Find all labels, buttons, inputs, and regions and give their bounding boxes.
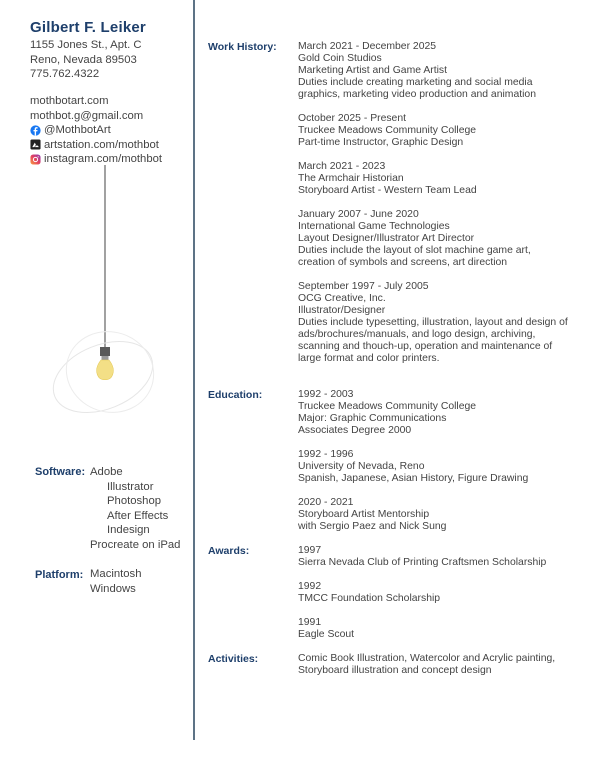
text-line: Procreate on iPad (90, 538, 181, 551)
text-line: ads/brochures/manuals, and logo design, archiving, (298, 329, 536, 340)
text-line: 1992 - 2003 (298, 389, 354, 400)
text-line: TMCC Foundation Scholarship (298, 593, 441, 604)
text-line: The Armchair Historian (298, 173, 404, 184)
work-history-section (298, 41, 568, 365)
lightbulb-illustration (0, 0, 194, 460)
platform-label: Platform: (35, 569, 84, 581)
text-line: @MothbotArt (44, 124, 111, 136)
award-entry (298, 545, 546, 569)
text-line: Truckee Meadows Community College (298, 401, 477, 412)
text-line: instagram.com/mothbot (44, 153, 163, 165)
text-line: March 2021 - December 2025 (298, 41, 437, 52)
text-line: Spanish, Japanese, Asian History, Figure Drawing (298, 473, 529, 484)
text-line: large format and color printers. (298, 353, 440, 364)
text-line: International Game Technologies (298, 221, 450, 232)
awards-label: Awards: (208, 545, 250, 557)
work-entry (298, 209, 568, 269)
text-line: Duties include typesetting, illustration, layout and design of (298, 317, 568, 328)
work-history-label: Work History: (208, 41, 277, 53)
software-label: Software: (35, 466, 86, 478)
text-line: University of Nevada, Reno (298, 461, 425, 472)
phone-number: 775.762.4322 (30, 68, 100, 80)
award-entry (298, 581, 546, 605)
text-line: mothbotart.com (30, 95, 109, 107)
text-line: March 2021 - 2023 (298, 161, 386, 172)
text-line: 1991 (298, 617, 322, 628)
text-line: mothbot.g@gmail.com (30, 109, 144, 122)
text-line: Duties include the layout of slot machine game art, (298, 245, 531, 256)
bulb-base-icon (102, 356, 109, 360)
text-line: September 1997 - July 2005 (298, 281, 429, 292)
text-line: Storyboard illustration and concept design (298, 665, 492, 676)
text-line: Marketing Artist and Game Artist (298, 65, 447, 76)
text-line: Gold Coin Studios (298, 53, 382, 64)
text-line: creation of symbols and screens, art direction (298, 257, 508, 268)
text-line: with Sergio Paez and Nick Sung (298, 521, 447, 532)
text-line: Indesign (107, 524, 150, 536)
text-line: Layout Designer/Illustrator Art Director (298, 233, 475, 244)
platform-list (90, 567, 142, 596)
software-list (90, 465, 180, 552)
text-line: scanning and thouch-up, operation and maintenance of (298, 341, 553, 352)
text-line: Part-time Instructor, Graphic Design (298, 137, 464, 148)
bulb-icon (97, 360, 114, 380)
text-line: Sierra Nevada Club of Printing Craftsmen Scholarship (298, 557, 547, 568)
work-entry (298, 41, 568, 101)
education-label: Education: (208, 389, 263, 401)
text-line: Storyboard Artist Mentorship (298, 509, 430, 520)
text-line: 1997 (298, 545, 322, 556)
work-entry (298, 113, 568, 149)
work-entry (298, 161, 568, 197)
education-entry (298, 389, 528, 437)
text-line: October 2025 - Present (298, 113, 407, 124)
text-line: Windows (90, 582, 136, 595)
text-line: Photoshop (107, 495, 162, 507)
text-line: 1992 - 1996 (298, 449, 354, 460)
text-line: Adobe (90, 466, 123, 478)
text-line: Comic Book Illustration, Watercolor and Acrylic painting, (298, 653, 556, 664)
activities-label: Activities: (208, 653, 259, 665)
text-line: graphics, marketing video production and animation (298, 89, 536, 100)
city-state-zip: Reno, Nevada 89503 (30, 53, 137, 66)
work-entry (298, 281, 568, 365)
text-line: Illustrator (107, 480, 154, 493)
applicant-name: Gilbert F. Leiker (30, 19, 146, 36)
text-line: Storyboard Artist - Western Team Lead (298, 185, 477, 196)
text-line: Truckee Meadows Community College (298, 125, 477, 136)
education-entry (298, 497, 528, 533)
text-line: Major: Graphic Communications (298, 413, 447, 424)
text-line: 1992 (298, 581, 322, 592)
street-address: 1155 Jones St., Apt. C (30, 39, 142, 51)
text-line: January 2007 - June 2020 (298, 209, 419, 220)
text-line: After Effects (107, 509, 169, 522)
education-section (298, 389, 528, 533)
text-line: Duties include creating marketing and social media (298, 77, 533, 88)
text-line: artstation.com/mothbot (44, 138, 159, 151)
award-entry (298, 617, 546, 641)
bulb-socket-icon (100, 347, 110, 356)
activities-section (298, 653, 555, 677)
text-line: Illustrator/Designer (298, 305, 386, 316)
awards-section (298, 545, 546, 641)
text-line: Eagle Scout (298, 629, 355, 640)
text-line: OCG Creative, Inc. (298, 293, 386, 304)
text-line: Associates Degree 2000 (298, 425, 412, 436)
text-line: 2020 - 2021 (298, 497, 354, 508)
text-line: Macintosh (90, 568, 142, 580)
education-entry (298, 449, 528, 485)
